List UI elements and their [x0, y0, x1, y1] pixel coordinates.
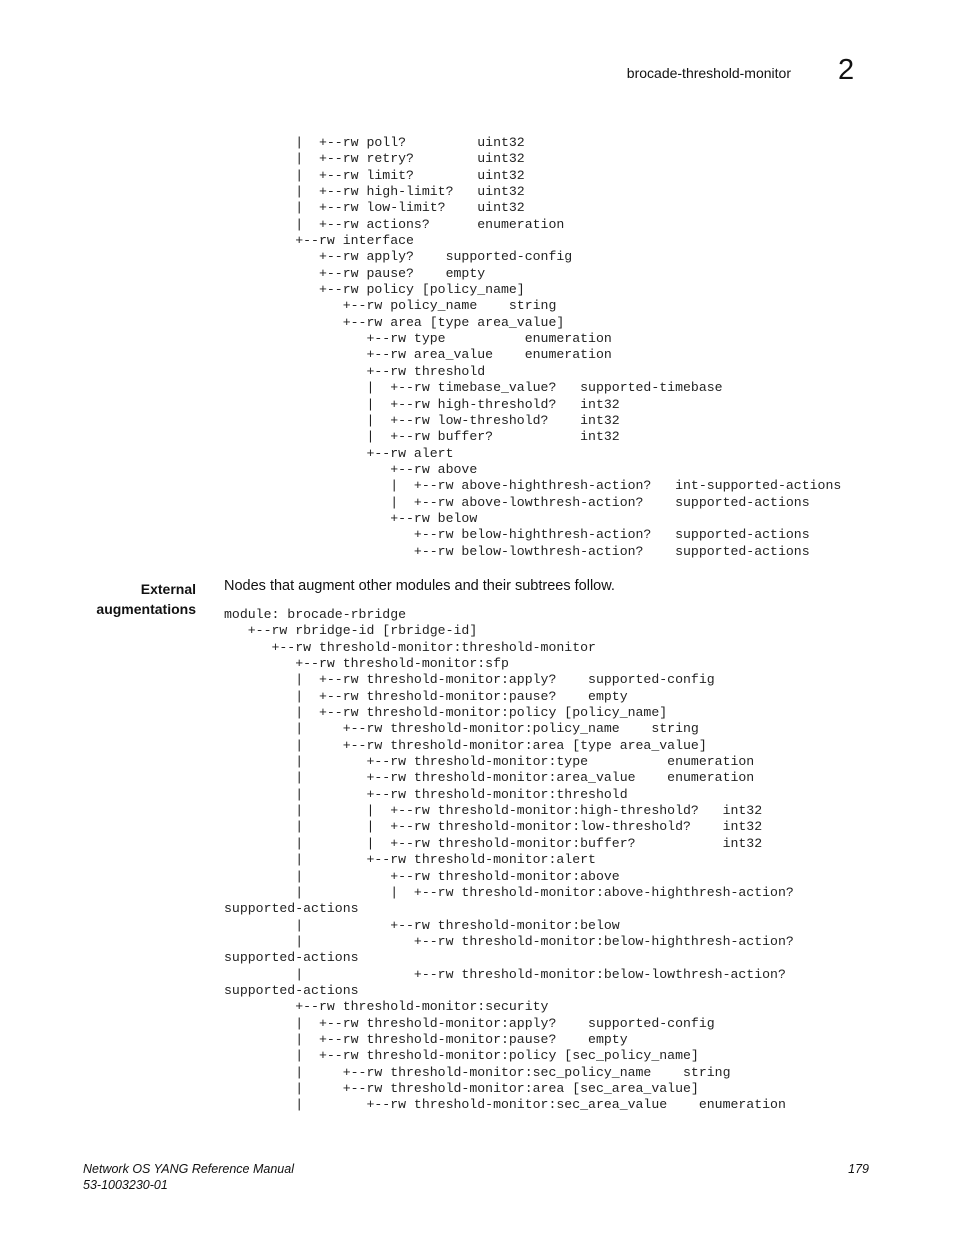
- code-line: +--rw threshold: [224, 363, 486, 379]
- code-line: +--rw policy_name string: [224, 298, 557, 314]
- code-line: +--rw threshold-monitor:security: [224, 999, 549, 1015]
- code-line: +--rw below-highthresh-action? supported-actions: [224, 527, 810, 543]
- code-line: | +--rw threshold-monitor:area [sec_area_value]: [224, 1080, 699, 1096]
- code-line: | | +--rw threshold-monitor:above-highthresh-action?: [224, 884, 794, 900]
- chapter-number: 2: [838, 54, 855, 86]
- code-line: | | +--rw threshold-monitor:buffer? int32: [224, 835, 763, 851]
- code-line: | +--rw high-threshold? int32: [224, 396, 620, 412]
- code-line: | +--rw threshold-monitor:pause? empty: [224, 688, 628, 704]
- code-line: +--rw threshold-monitor:threshold-monitor: [224, 639, 596, 655]
- footer-doc-number: 53-1003230-01: [83, 1178, 168, 1192]
- code-line: | +--rw threshold-monitor:area_value enumeration: [224, 770, 755, 786]
- code-line: | +--rw threshold-monitor:sec_area_value enumeration: [224, 1097, 786, 1113]
- yang-tree-code-block-2: [224, 607, 794, 1114]
- code-line: | +--rw threshold-monitor:below-highthresh-action?: [224, 933, 794, 949]
- code-line: | +--rw threshold-monitor:above: [224, 868, 620, 884]
- code-line: | +--rw limit? uint32: [224, 167, 525, 183]
- code-line: | +--rw poll? uint32: [224, 135, 525, 150]
- code-line: +--rw apply? supported-config: [224, 249, 573, 265]
- code-line: | +--rw retry? uint32: [224, 151, 525, 167]
- code-line: +--rw policy [policy_name]: [224, 282, 525, 298]
- code-line: | +--rw threshold-monitor:apply? supported-config: [224, 672, 715, 688]
- code-line: +--rw type enumeration: [224, 331, 612, 347]
- code-line: +--rw threshold-monitor:sfp: [224, 656, 509, 672]
- code-line: supported-actions: [224, 982, 359, 998]
- code-line: | +--rw timebase_value? supported-timebase: [224, 380, 723, 396]
- code-line: | +--rw threshold-monitor:pause? empty: [224, 1031, 628, 1047]
- section-intro-text: Nodes that augment other modules and their subtrees follow.: [224, 578, 615, 594]
- code-line: | +--rw threshold-monitor:policy [policy_name]: [224, 705, 668, 721]
- section-heading-line-2: augmentations: [96, 601, 196, 617]
- running-header-title: brocade-threshold-monitor: [626, 65, 791, 81]
- code-line: | +--rw above-highthresh-action? int-supported-actions: [224, 478, 842, 494]
- code-line: | +--rw threshold-monitor:type enumeration: [224, 754, 755, 770]
- section-heading-line-1: External: [140, 581, 196, 597]
- code-line: +--rw area [type area_value]: [224, 314, 565, 330]
- code-line: | +--rw buffer? int32: [224, 429, 620, 445]
- code-line: | +--rw threshold-monitor:below-lowthresh-action?: [224, 966, 786, 982]
- code-line: | +--rw threshold-monitor:below: [224, 917, 620, 933]
- section-heading: [96, 579, 196, 619]
- code-line: +--rw interface: [224, 233, 414, 249]
- code-line: +--rw rbridge-id [rbridge-id]: [224, 623, 478, 639]
- code-line: | +--rw threshold-monitor:policy [sec_policy_name]: [224, 1048, 699, 1064]
- code-line: supported-actions: [224, 901, 359, 917]
- code-line: module: brocade-rbridge: [224, 607, 407, 622]
- code-line: +--rw alert: [224, 445, 454, 461]
- code-line: supported-actions: [224, 950, 359, 966]
- code-line: | +--rw high-limit? uint32: [224, 184, 525, 200]
- code-line: +--rw pause? empty: [224, 265, 486, 281]
- code-line: | | +--rw threshold-monitor:low-threshold? int32: [224, 819, 763, 835]
- yang-tree-code-block-1: [224, 135, 841, 560]
- code-line: | +--rw threshold-monitor:threshold: [224, 786, 628, 802]
- code-line: | +--rw threshold-monitor:area [type area_value]: [224, 737, 707, 753]
- code-line: | +--rw threshold-monitor:sec_policy_name string: [224, 1064, 731, 1080]
- code-line: | +--rw threshold-monitor:policy_name string: [224, 721, 699, 737]
- code-line: | +--rw threshold-monitor:alert: [224, 852, 596, 868]
- code-line: +--rw below-lowthresh-action? supported-actions: [224, 543, 810, 559]
- code-line: +--rw above: [224, 461, 478, 477]
- code-line: | +--rw above-lowthresh-action? supported-actions: [224, 494, 810, 510]
- code-line: +--rw below: [224, 510, 478, 526]
- code-line: | +--rw actions? enumeration: [224, 216, 565, 232]
- footer-page-number: 179: [848, 1162, 869, 1176]
- code-line: | +--rw low-limit? uint32: [224, 200, 525, 216]
- code-line: | +--rw low-threshold? int32: [224, 412, 620, 428]
- code-line: | | +--rw threshold-monitor:high-threshold? int32: [224, 803, 763, 819]
- code-line: | +--rw threshold-monitor:apply? supported-config: [224, 1015, 715, 1031]
- footer-manual-title: Network OS YANG Reference Manual: [83, 1162, 294, 1176]
- code-line: +--rw area_value enumeration: [224, 347, 612, 363]
